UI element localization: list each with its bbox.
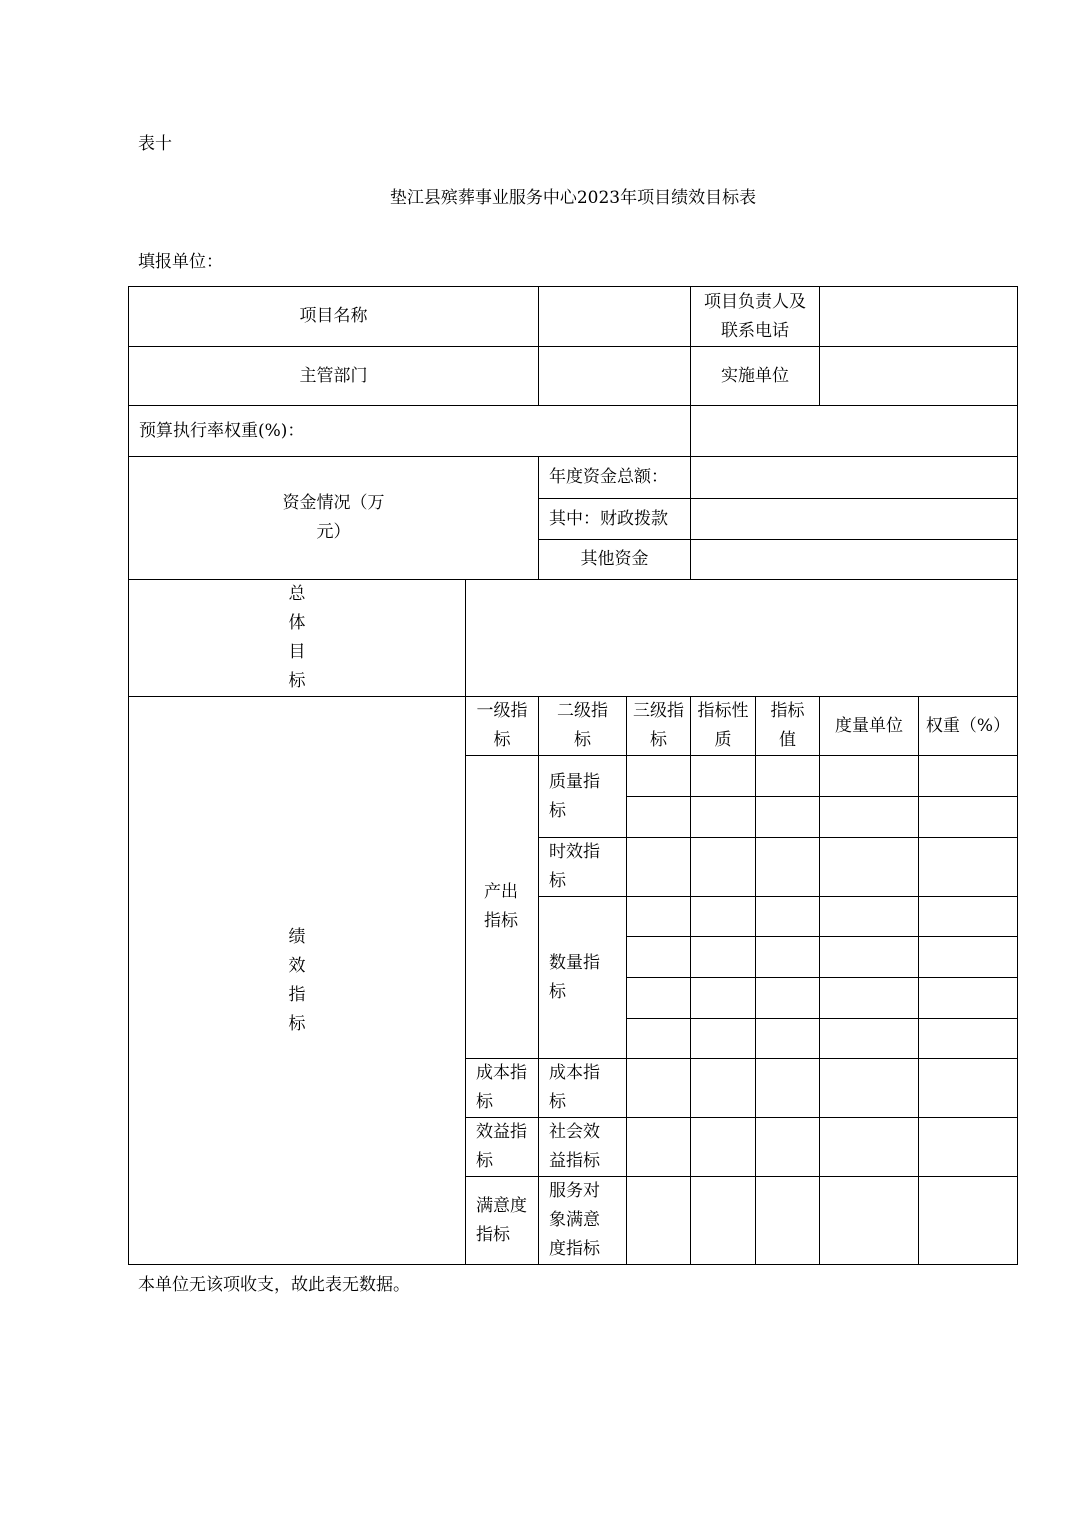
fund-other-label: 其他资金: [539, 540, 691, 580]
project-name-label: 项目名称: [129, 287, 539, 347]
cell: [919, 756, 1018, 797]
fund-total-value: [691, 457, 1018, 499]
cell: [919, 897, 1018, 937]
cost-l2-label: 成本指标: [539, 1059, 627, 1118]
perf-indicator-text: 绩效指标: [288, 926, 306, 1034]
dept-label: 主管部门: [129, 347, 539, 406]
cell: [919, 838, 1018, 897]
cell: [627, 897, 691, 937]
cell: [919, 797, 1018, 838]
cell: [820, 978, 919, 1019]
cell: [691, 797, 756, 838]
cell: [820, 1019, 919, 1059]
cell: [691, 756, 756, 797]
cell: [756, 756, 820, 797]
table-label: 表十: [138, 134, 172, 154]
cell: [820, 897, 919, 937]
header-level1: 一级指标: [466, 697, 539, 756]
cell: [691, 838, 756, 897]
header-nature: 指标性质: [691, 697, 756, 756]
perf-indicator-label: [129, 697, 466, 1265]
cell: [756, 897, 820, 937]
header-measure: 度量单位: [820, 697, 919, 756]
footnote: 本单位无该项收支，故此表无数据。: [138, 1275, 410, 1295]
cell: [691, 897, 756, 937]
cell: [627, 978, 691, 1019]
cell: [820, 1177, 919, 1265]
time-indicator-label: 时效指标: [539, 838, 627, 897]
header-level2: 二级指标: [539, 697, 627, 756]
cell: [756, 1118, 820, 1177]
fund-status-text: 资金情况（万元）: [282, 493, 385, 542]
project-leader-label: 项目负责人及联系电话: [691, 287, 820, 347]
performance-target-table: [128, 286, 1018, 1265]
fund-total-label: 年度资金总额：: [539, 457, 691, 499]
benefit-l1-label: 效益指标: [466, 1118, 539, 1177]
cell: [919, 1059, 1018, 1118]
cost-l1-label: 成本指标: [466, 1059, 539, 1118]
cell: [820, 838, 919, 897]
cell: [627, 1019, 691, 1059]
cell: [627, 797, 691, 838]
project-leader-value: [820, 287, 1018, 347]
quality-indicator-label: 质量指标: [539, 756, 627, 838]
cell: [919, 1118, 1018, 1177]
cell: [919, 1177, 1018, 1265]
cell: [627, 838, 691, 897]
cell: [756, 978, 820, 1019]
fund-fiscal-label: 其中：财政拨款: [539, 499, 691, 540]
cell: [820, 1118, 919, 1177]
cell: [756, 1059, 820, 1118]
satisfaction-l2-label: 服务对象满意度指标: [539, 1177, 627, 1265]
fund-status-label: [129, 457, 539, 580]
overall-goal-value: [466, 580, 1018, 697]
cell: [756, 838, 820, 897]
fill-unit-label: 填报单位：: [138, 252, 223, 272]
cell: [919, 1019, 1018, 1059]
header-value: 指标值: [756, 697, 820, 756]
impl-unit-value: [820, 347, 1018, 406]
cell: [691, 1059, 756, 1118]
cell: [627, 1177, 691, 1265]
satisfaction-l1-label: 满意度指标: [466, 1177, 539, 1265]
cell: [691, 978, 756, 1019]
impl-unit-label: 实施单位: [691, 347, 820, 406]
cell: [756, 797, 820, 838]
budget-weight-value: [691, 406, 1018, 457]
cell: [627, 1118, 691, 1177]
cell: [691, 1019, 756, 1059]
cell: [627, 756, 691, 797]
cell: [820, 1059, 919, 1118]
fund-other-value: [691, 540, 1018, 580]
cell: [820, 797, 919, 838]
cell: [756, 1177, 820, 1265]
output-indicator-label: [466, 756, 539, 1059]
cell: [820, 756, 919, 797]
cell: [756, 1019, 820, 1059]
header-weight: 权重（%）: [919, 697, 1018, 756]
benefit-l2-label: 社会效益指标: [539, 1118, 627, 1177]
cell: [919, 978, 1018, 1019]
cell: [919, 937, 1018, 978]
cell: [627, 937, 691, 978]
cell: [691, 1118, 756, 1177]
header-level3: 三级指标: [627, 697, 691, 756]
cell: [691, 937, 756, 978]
fund-fiscal-value: [691, 499, 1018, 540]
quantity-indicator-label: 数量指标: [539, 897, 627, 1059]
overall-goal-text: 总体目标: [288, 584, 306, 691]
cell: [756, 937, 820, 978]
cell: [627, 1059, 691, 1118]
project-name-value: [539, 287, 691, 347]
document-title: 垫江县殡葬事业服务中心2023年项目绩效目标表: [389, 188, 757, 208]
cell: [691, 1177, 756, 1265]
budget-weight-label: 预算执行率权重(%)：: [129, 406, 691, 457]
cell: [820, 937, 919, 978]
overall-goal-label: [129, 580, 466, 697]
output-indicator-text: 产出指标: [484, 882, 518, 931]
dept-value: [539, 347, 691, 406]
